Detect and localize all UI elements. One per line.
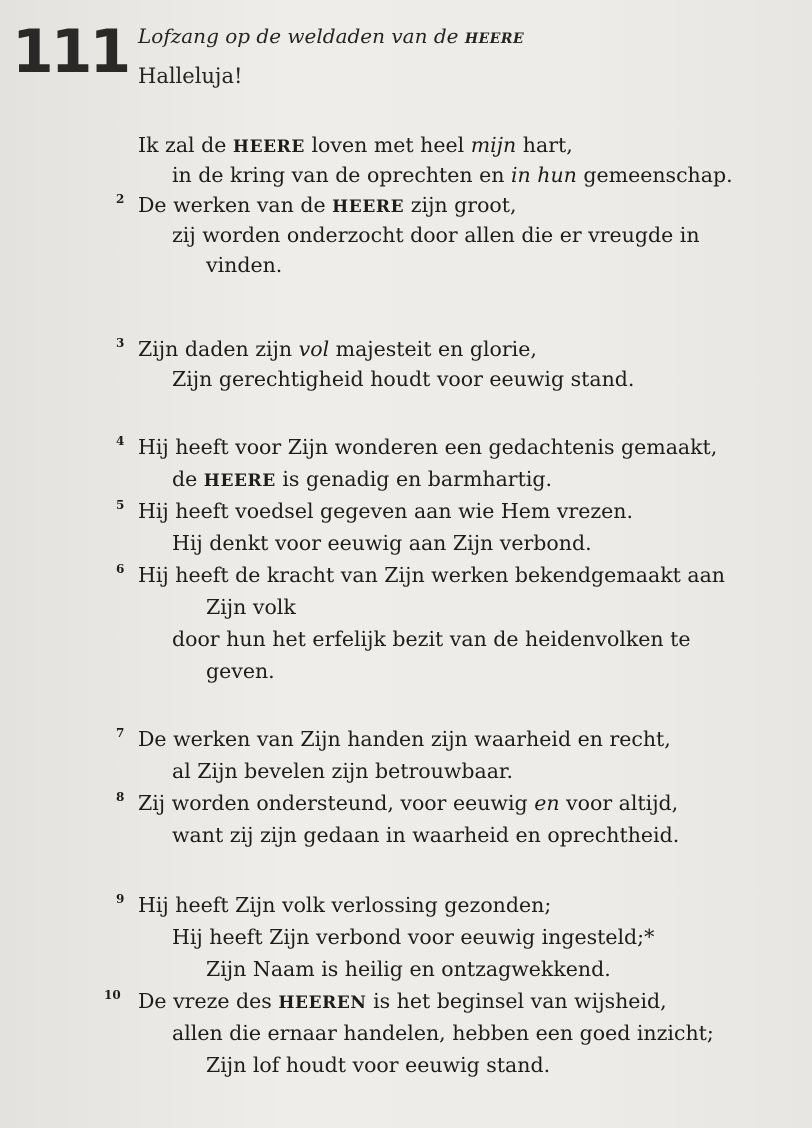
psalm-subtitle: Halleluja! — [138, 64, 243, 88]
verse-number: 10 — [104, 988, 121, 1002]
verse-3-line-1: 3 Zijn daden zijn vol majesteit en glorie, — [138, 332, 537, 367]
verse-9-line-3: Zijn Naam is heilig en ontzagwekkend. — [206, 957, 611, 981]
verse-5-line-2: Hij denkt voor eeuwig aan Zijn verbond. — [172, 531, 592, 555]
verse-6-line-1: 6 Hij heeft de kracht van Zijn werken bekendgemaakt aan — [138, 558, 725, 593]
verse-number: 2 — [116, 192, 125, 206]
verse-1-line-1: Ik zal de HEERE loven met heel mijn hart, — [138, 133, 573, 157]
verse-number: 9 — [116, 892, 125, 906]
verse-10-line-1: 10 De vreze des HEEREN is het beginsel van wijsheid, — [138, 984, 667, 1021]
verse-6-line-4: geven. — [206, 659, 275, 683]
verse-1-line-2: in de kring van de oprechten en in hun gemeenschap. — [172, 163, 733, 187]
psalm-number: 111 — [12, 17, 129, 87]
verse-number: 3 — [116, 336, 125, 350]
verse-10-line-2: allen die ernaar handelen, hebben een goed inzicht; — [172, 1021, 714, 1045]
verse-8-line-1: 8 Zij worden ondersteund, voor eeuwig en voor altijd, — [138, 786, 678, 821]
verse-7-line-2: al Zijn bevelen zijn betrouwbaar. — [172, 759, 513, 783]
verse-7-line-1: 7 De werken van Zijn handen zijn waarheid en recht, — [138, 722, 671, 757]
verse-number: 6 — [116, 562, 125, 576]
verse-10-line-3: Zijn lof houdt voor eeuwig stand. — [206, 1053, 551, 1077]
verse-number: 7 — [116, 726, 125, 740]
verse-5-line-1: 5 Hij heeft voedsel gegeven aan wie Hem vrezen. — [138, 494, 633, 529]
verse-9-line-1: 9 Hij heeft Zijn volk verlossing gezonden; — [138, 888, 551, 923]
psalm-title: Lofzang op de weldaden van de HEERE — [138, 24, 525, 48]
verse-2-line-1: 2 De werken van de HEERE zijn groot, — [138, 188, 517, 225]
verse-number: 8 — [116, 790, 125, 804]
verse-3-line-2: Zijn gerechtigheid houdt voor eeuwig stand. — [172, 367, 635, 391]
verse-8-line-2: want zij zijn gedaan in waarheid en oprechtheid. — [172, 823, 680, 847]
verse-number: 5 — [116, 498, 125, 512]
verse-6-line-2: Zijn volk — [206, 595, 296, 619]
verse-number: 4 — [116, 434, 125, 448]
verse-2-line-3: vinden. — [206, 253, 283, 277]
verse-6-line-3: door hun het erfelijk bezit van de heidenvolken te — [172, 627, 691, 651]
verse-4-line-1: 4 Hij heeft voor Zijn wonderen een gedachtenis gemaakt, — [138, 430, 717, 465]
verse-9-line-2: Hij heeft Zijn verbond voor eeuwig ingesteld;* — [172, 925, 655, 949]
verse-2-line-2: zij worden onderzocht door allen die er vreugde in — [172, 223, 700, 247]
verse-4-line-2: de HEERE is genadig en barmhartig. — [172, 467, 553, 491]
